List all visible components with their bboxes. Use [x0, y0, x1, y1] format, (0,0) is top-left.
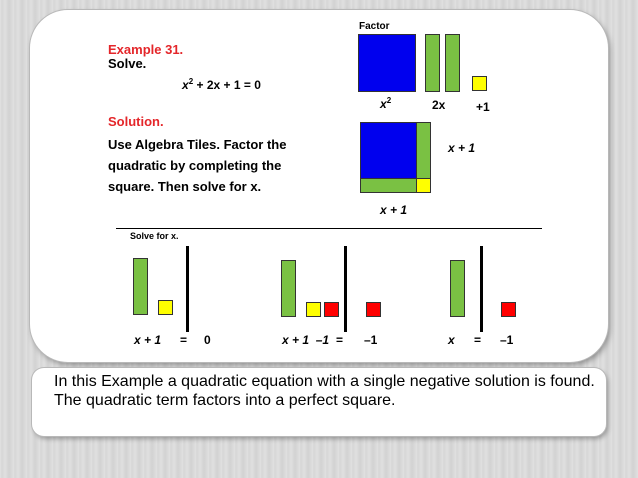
step2-unit-tile [306, 302, 321, 317]
two-x-label: 2x [432, 98, 446, 112]
solution-line-2: quadratic by completing the [108, 158, 282, 173]
caption-box [32, 368, 606, 436]
example-title: Example 31. [108, 42, 184, 57]
step3-right-label: –1 [500, 333, 514, 347]
square-unit-tile [416, 178, 431, 193]
x-squared-label: $x^2$ [380, 96, 392, 111]
step1-left-label: x + 1 [134, 333, 162, 347]
step3-equals-bar [480, 246, 483, 332]
step3-equals: = [474, 333, 482, 347]
example-equation: $x^2 + 2x + 1 = 0$ [182, 77, 261, 92]
step2-equals: = [336, 333, 344, 347]
step1-equals: = [180, 333, 188, 347]
square-side-label: x + 1 [448, 141, 476, 155]
step3-left-label: x [448, 333, 455, 347]
step2-x-tile [281, 260, 296, 317]
divider-line [116, 228, 542, 229]
solution-line-1: Use Algebra Tiles. Factor the [108, 137, 287, 152]
step1-equals-bar [186, 246, 189, 332]
step2-neg-unit-tile [324, 302, 339, 317]
step2-left-label: x + 1 –1 [282, 333, 330, 347]
plus-one-label: +1 [476, 100, 490, 114]
unit-tile [472, 76, 487, 91]
slide-panel [30, 10, 608, 362]
square-x-squared-tile [360, 122, 418, 180]
step2-right-neg-unit-tile [366, 302, 381, 317]
square-x-tile-bottom [360, 178, 418, 193]
step1-right-label: 0 [204, 333, 211, 347]
square-x-tile-right [416, 122, 431, 180]
step3-x-tile [450, 260, 465, 317]
x-squared-tile [358, 34, 416, 92]
step1-unit-tile [158, 300, 173, 315]
x-tile-2 [445, 34, 460, 92]
step2-right-label: –1 [364, 333, 378, 347]
square-bottom-label: x + 1 [380, 203, 408, 217]
step2-equals-bar [344, 246, 347, 332]
x-tile-1 [425, 34, 440, 92]
step1-x-tile [133, 258, 148, 315]
solution-title: Solution. [108, 114, 164, 129]
factor-label: Factor [359, 21, 390, 32]
solve-label: Solve for x. [130, 231, 179, 241]
example-subtitle: Solve. [108, 56, 147, 71]
solution-line-3: square. Then solve for x. [108, 179, 262, 194]
caption-text: In this Example a quadratic equation with a single negative solution is found. The quadratic term factors into a perfect square. [54, 373, 595, 409]
step3-neg-unit-tile [501, 302, 516, 317]
